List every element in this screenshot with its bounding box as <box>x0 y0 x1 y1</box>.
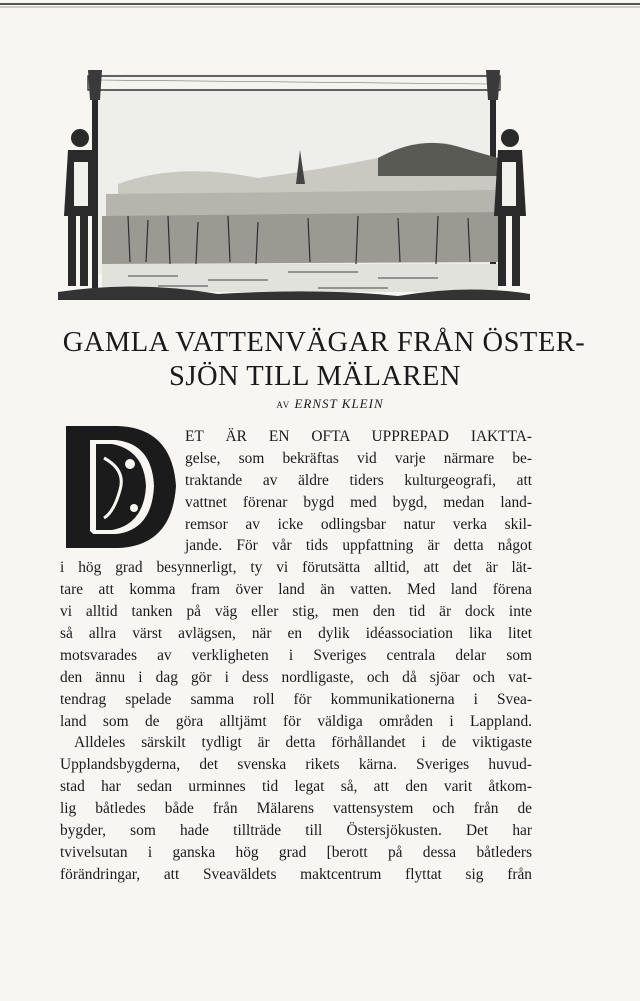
title-line-2: SJÖN TILL MÄLAREN <box>169 361 461 392</box>
article-title <box>0 326 640 394</box>
body-line: jande. För vår tids uppfattning är detta något <box>185 537 532 555</box>
body-line: förändringar, att Sveaväldets maktcentrum flyttat sig från <box>60 865 532 883</box>
body-line: tendrag spelade samma roll för kommunikationerna i Svea- <box>60 690 532 708</box>
body-line: tvivelsutan i ganska hög grad [berott på dessa båtleders <box>60 843 532 861</box>
body-line: lig båtledes både från Mälarens vattensystem och från de <box>60 800 532 818</box>
byline-prefix: AV <box>276 400 291 410</box>
body-line: motsvarades av verkligheten i Sveriges centrala delar som <box>60 646 532 664</box>
title-line-1: GAMLA VATTENVÄGAR FRÅN ÖSTER- <box>62 327 586 358</box>
body-line: stad har sedan urminnes tid legat så, att den varit åtkom- <box>60 778 532 796</box>
body-line: remsor av icke odlingsbar natur verka skil- <box>185 515 532 533</box>
body-line: så allra värst avlägsen, när en dylik idéassociation lika litet <box>60 625 532 643</box>
header-illustration <box>58 66 530 300</box>
body-line: bygder, som hade tillträde till Östersjökusten. Det har <box>60 822 532 840</box>
body-line: ET ÄR EN OFTA UPPREPAD IAKTTA- <box>185 428 532 445</box>
dropcap-letter: D <box>113 515 119 522</box>
body-line: vi alltid tanken på väg eller stig, men den tid är dock inte <box>60 603 532 621</box>
body-line: Alldeles särskilt tydligt är detta förhållandet i de viktigaste <box>74 734 532 752</box>
body-line: i hög grad besynnerligt, ty vi förutsätta alltid, att det är lät- <box>60 559 532 577</box>
top-rule <box>0 0 640 14</box>
byline-author: ERNST KLEIN <box>294 396 384 411</box>
body-line: Upplandsbygderna, det svenska rikets kärna. Sveriges huvud- <box>60 756 532 774</box>
body-line: land som de göra alltjämt för väldiga områden i Lappland. <box>60 712 532 730</box>
body-line: tare att komma fram över land än vatten. Med land förena <box>60 581 532 599</box>
body-line: gelse, som bekräftas vid varje närmare be- <box>185 449 532 467</box>
article-body <box>60 426 532 886</box>
body-line: den ännu i dag gör i dess nordligaste, och då sjöar och vat- <box>60 668 532 686</box>
body-line: vattnet förenar bygd med bygd, medan land- <box>185 493 532 511</box>
body-line: traktande av äldre tiders kulturgeografi, att <box>185 471 532 489</box>
byline <box>10 396 640 412</box>
